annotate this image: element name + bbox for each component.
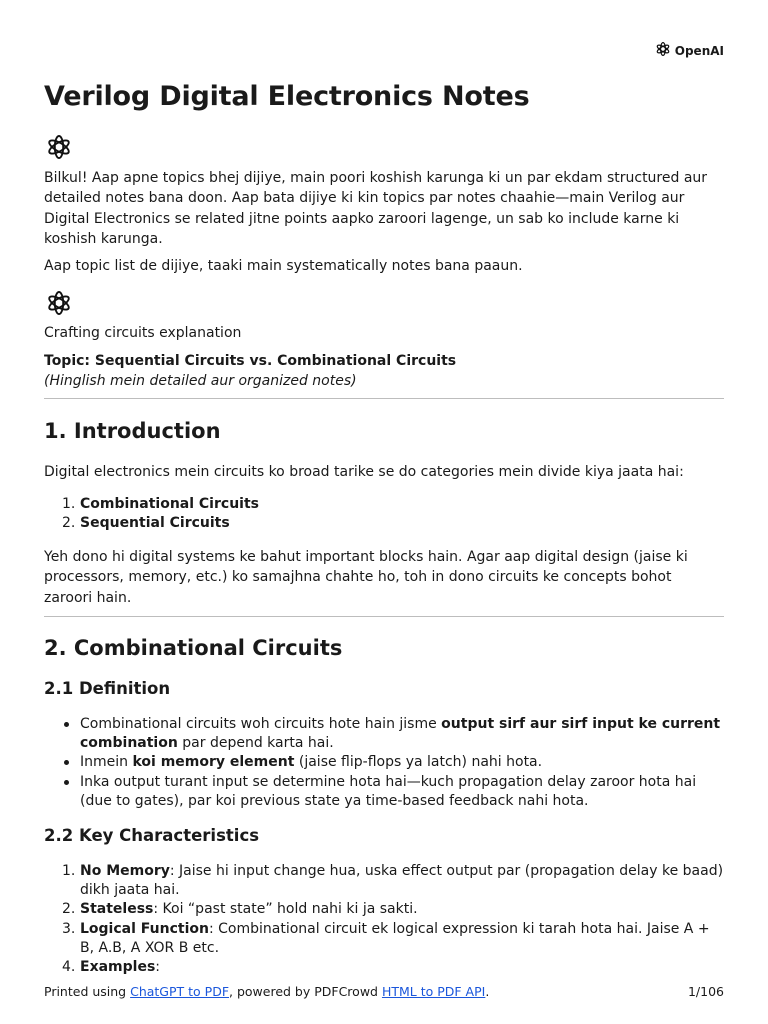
list-item: 1. No Memory: Jaise hi input change hua, uska effect output par (propagation delay ke baad) dikh jaata hai.: [62, 863, 724, 899]
divider: [44, 616, 724, 617]
subheading-key-characteristics: 2.2 Key Characteristics: [44, 826, 260, 845]
list-item: Inka output turant input se determine hota hai—kuch propagation delay zaroor hota hai (due to gates), par koi previous state ya time-based feedback nahi hota.: [44, 773, 724, 811]
assistant-avatar-icon: [44, 132, 74, 162]
introduction-closing: Yeh dono hi digital systems ke bahut important blocks hain. Agar aap digital design (jaise ki processors, memory, etc.) ko samajhna chahte ho, toh in dono circuits ke concepts bohot zaroori hain.: [44, 549, 688, 606]
section-heading-introduction: 1. Introduction: [44, 419, 221, 443]
list-item: 1. Combinational Circuits: [62, 496, 259, 512]
list-item: 3. Logical Function: Combinational circuit ek logical expression ki tarah hota hai. Jaise A + B, A.B, A XOR B etc.: [62, 920, 710, 956]
brand: [654, 40, 724, 62]
topic-line: Topic: Sequential Circuits vs. Combinational Circuits: [44, 353, 457, 369]
definition-list: [44, 715, 724, 811]
openai-logo-icon: [654, 40, 672, 62]
print-footer: Printed using ChatGPT to PDF, powered by PDFCrowd HTML to PDF API. 1/106: [44, 984, 724, 999]
divider: [44, 398, 724, 399]
html-to-pdf-api-link[interactable]: HTML to PDF API: [381, 984, 486, 999]
section-heading-combinational: 2. Combinational Circuits: [44, 636, 343, 660]
page-number: 1/106: [687, 984, 724, 999]
page-title: Verilog Digital Electronics Notes: [44, 81, 530, 112]
subheading-definition: 2.1 Definition: [44, 679, 171, 698]
characteristics-list: [44, 862, 724, 977]
list-item: 4. Examples:: [62, 959, 160, 976]
circuit-types-list: [44, 495, 724, 533]
document-page: [44, 0, 724, 1024]
list-item: Combinational circuits woh circuits hote hain jisme output sirf aur sirf input ke current combination par depend karta hai.: [44, 715, 724, 753]
response-paragraph-1: Bilkul! Aap apne topics bhej dijiye, main poori koshish karunga ki un par ekdam structured aur detailed notes bana doon. Aap bata dijiye ki kin topics par notes chaahie—main Verilog aur Digital Electronics se related jitne points aapko zaroori lagenge, un sab ko include karne ki koshish karunga.: [44, 170, 708, 247]
chatgpt-to-pdf-link[interactable]: ChatGPT to PDF: [130, 984, 230, 999]
brand-name: OpenAI: [674, 44, 724, 58]
list-item: Inmein koi memory element (jaise flip-flops ya latch) nahi hota.: [44, 753, 724, 772]
list-item: 2. Sequential Circuits: [62, 515, 230, 532]
introduction-lead: Digital electronics mein circuits ko broad tarike se do categories mein divide kiya jaata hai:: [44, 464, 684, 480]
response-paragraph-2: Aap topic list de dijiye, taaki main systematically notes bana paaun.: [44, 258, 523, 274]
assistant-avatar-icon: [44, 288, 74, 318]
thinking-label: Crafting circuits explanation: [44, 325, 242, 341]
topic-subtitle: (Hinglish mein detailed aur organized notes): [44, 373, 357, 389]
list-item: 2. Stateless: Koi “past state” hold nahi ki ja sakti.: [62, 901, 418, 918]
